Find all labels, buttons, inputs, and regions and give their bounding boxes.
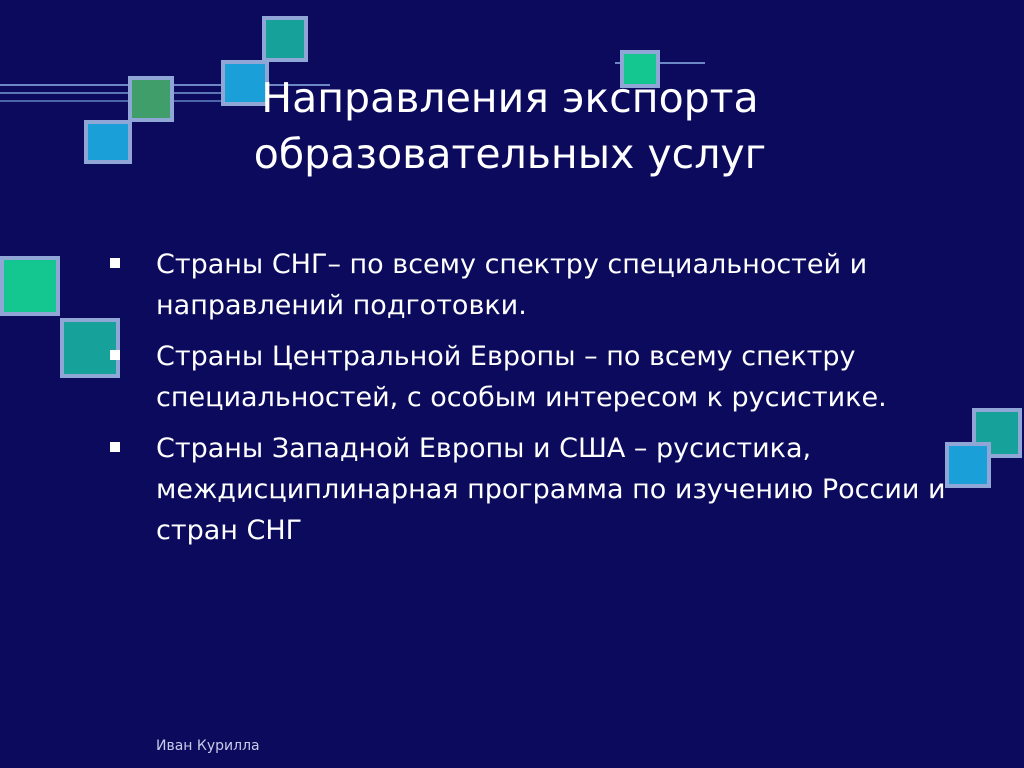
decorative-square [84,120,132,164]
square-bullet-icon [110,350,120,360]
square-bullet-icon [110,442,120,452]
slide-title: Направления экспорта образовательных услуг [253,74,767,178]
bullet-text: Страны Центральной Европы – по всему спектру специальностей, с особым интересом к русистике. [156,341,887,413]
decorative-square [0,256,60,316]
bullet-list [100,244,970,561]
slide-footer-author: Иван Курилла [156,738,260,754]
bullet-text: Страны СНГ– по всему спектру специальностей и направлений подготовки. [156,249,868,321]
bullet-item [100,244,970,326]
bullet-text: Страны Западной Европы и США – русистика, междисциплинарная программа по изучению России и стран СНГ [156,433,946,546]
square-bullet-icon [110,258,120,268]
decorative-square [262,16,308,62]
bullet-item [100,428,970,551]
bullet-item [100,336,970,418]
